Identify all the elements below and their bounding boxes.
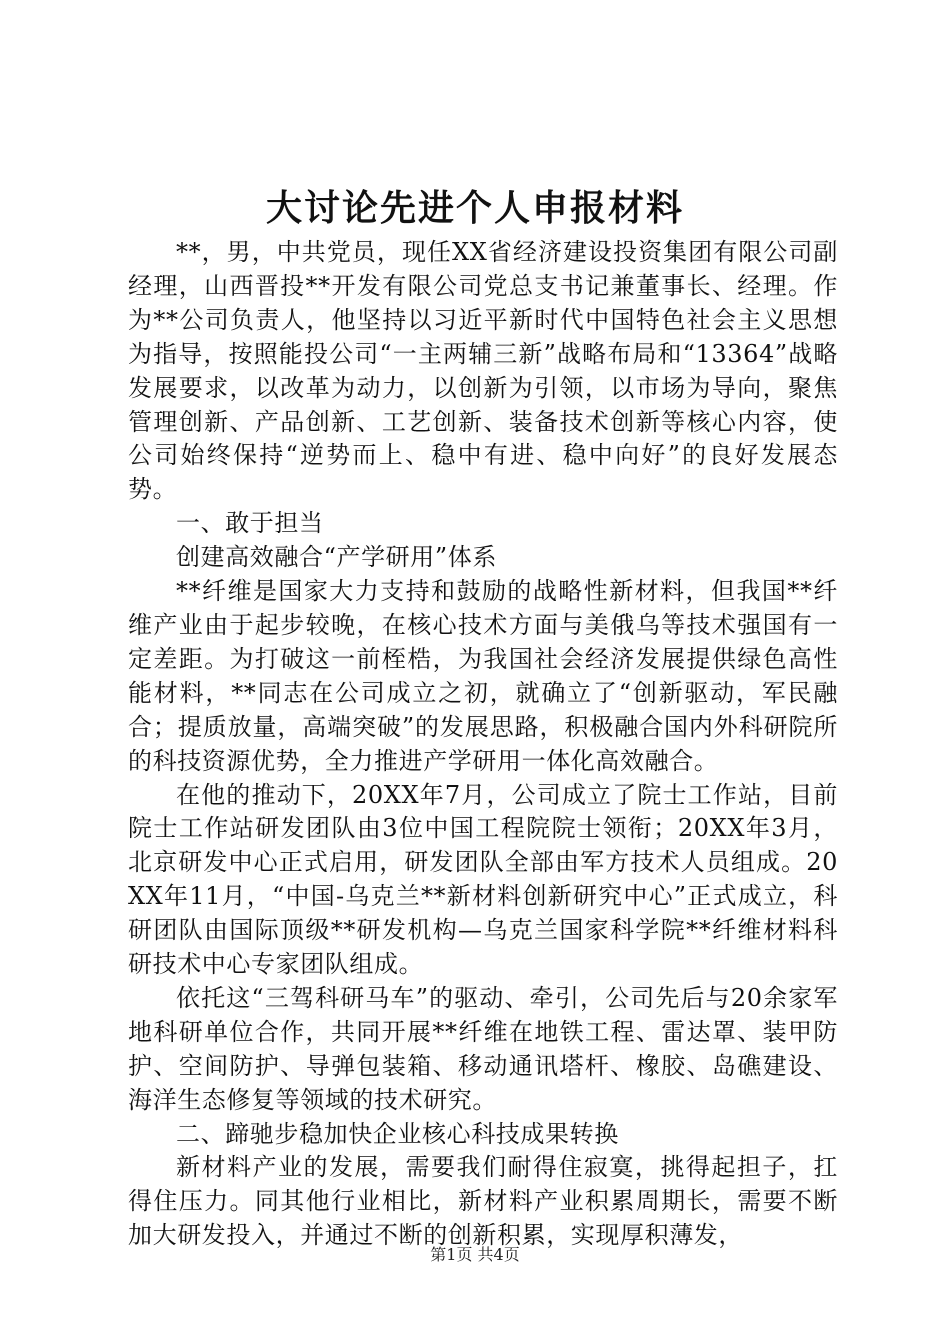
paragraph-new-materials: 新材料产业的发展，需要我们耐得住寂寞，挑得起担子，扛得住压力。同其他行业相比，新材料产业积累周期长，需要不断加大研发投入，并通过不断的创新积累，实现厚积薄发，	[128, 1153, 838, 1250]
paragraph-intro: **，男，中共党员，现任XX省经济建设投资集团有限公司副经理，山西晋投**开发有限公司党总支书记兼董事长、经理。作为**公司负责人，他坚持以习近平新时代中国特色社会主义思想为指导，按照能投公司“一主两辅三新”战略布局和“13364”战略发展要求，以改革为动力，以创新为引领，以市场为导向，聚焦管理创新、产品创新、工艺创新、装备技术创新等核心内容，使公司始终保持“逆势而上、稳中有进、稳中向好”的良好发展态势。	[128, 238, 838, 504]
subsection-heading-1: 创建高效融合“产学研用”体系	[176, 543, 497, 572]
document-body	[128, 236, 838, 1253]
page-footer: 第1页 共4页	[430, 1245, 520, 1264]
section-heading-2: 二、蹄驰步稳加快企业核心科技成果转换	[176, 1119, 619, 1148]
paragraph-cooperation: 依托这“三驾科研马车”的驱动、牵引，公司先后与20余家军地科研单位合作，共同开展**纤维在地铁工程、雷达罩、装甲防护、空间防护、导弹包装箱、移动通讯塔杆、橡胶、岛礁建设、海洋生态修复等领域的技术研究。	[128, 983, 838, 1114]
document-title: 大讨论先进个人申报材料	[265, 187, 684, 229]
paragraph-workstation: 在他的推动下，20XX年7月，公司成立了院士工作站，目前院士工作站研发团队由3位中国工程院院士领衔；20XX年3月，北京研发中心正式启用，研发团队全部由军方技术人员组成。20XX年11月，“中国-乌克兰**新材料创新研究中心”正式成立，科研团队由国际顶级**研发机构—乌克兰国家科学院**纤维材料科研技术中心专家团队组成。	[128, 780, 838, 979]
paragraph-fiber-industry: **纤维是国家大力支持和鼓励的战略性新材料，但我国**纤维产业由于起步较晚，在核心技术方面与美俄乌等技术强国有一定差距。为打破这一前桎梏，为我国社会经济发展提供绿色高性能材料，**同志在公司成立之初，就确立了“创新驱动，军民融合；提质放量，高端突破”的发展思路，积极融合国内外科研院所的科技资源优势，全力推进产学研用一体化高效融合。	[128, 577, 838, 775]
section-heading-1: 一、敢于担当	[176, 509, 324, 538]
